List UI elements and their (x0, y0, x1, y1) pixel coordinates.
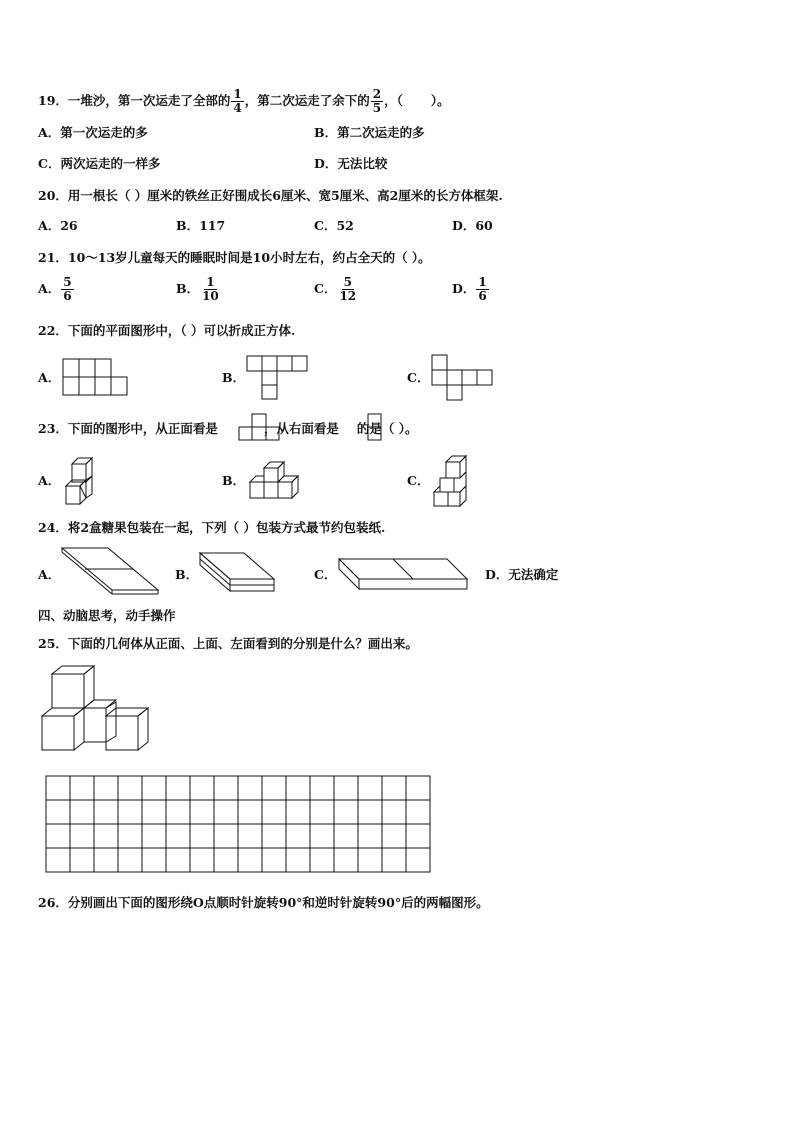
q24-package-b (198, 551, 278, 593)
option-label: D． (452, 281, 476, 296)
denominator: 6 (478, 289, 487, 303)
grid-cell[interactable] (358, 800, 382, 824)
q23-text-c: 的是（ ）。 (356, 421, 418, 436)
grid-cell[interactable] (166, 800, 190, 824)
grid-cell[interactable] (214, 824, 238, 848)
numerator: 1 (206, 275, 215, 289)
grid-cell[interactable] (46, 848, 70, 872)
grid-cell[interactable] (46, 776, 70, 800)
grid-cell[interactable] (382, 800, 406, 824)
denominator: 5 (372, 101, 382, 115)
grid-cell[interactable] (142, 824, 166, 848)
grid-cell[interactable] (310, 776, 334, 800)
option-label: B． (176, 281, 200, 296)
q19-text-d: ）。 (430, 93, 450, 108)
grid-cell[interactable] (46, 824, 70, 848)
grid-cell[interactable] (358, 824, 382, 848)
denominator: 4 (233, 101, 242, 115)
q23-text-a: 23．下面的图形中，从正面看是 (38, 421, 218, 436)
grid-cell[interactable] (142, 848, 166, 872)
grid-cell[interactable] (406, 776, 430, 800)
grid-cell[interactable] (238, 776, 262, 800)
q19-option-b: B．第二次运走的多 (314, 125, 425, 140)
q23-cubes-b (246, 460, 304, 502)
grid-cell[interactable] (94, 824, 118, 848)
grid-cell[interactable] (358, 776, 382, 800)
q24-option-d: D．无法确定 (485, 567, 559, 582)
grid-cell[interactable] (70, 776, 94, 800)
grid-cell[interactable] (286, 824, 310, 848)
q24-package-c (337, 557, 471, 593)
numerator: 5 (63, 275, 72, 289)
numerator: 2 (372, 87, 382, 101)
q26-stem: 26．分别画出下面的图形绕O点顺时针旋转90°和逆时针旋转90°后的两幅图形。 (38, 895, 489, 910)
grid-cell[interactable] (262, 800, 286, 824)
grid-cell[interactable] (166, 776, 190, 800)
grid-cell[interactable] (286, 776, 310, 800)
q22-net-c (431, 354, 495, 402)
q19-text-c: ，（ (384, 93, 403, 108)
grid-cell[interactable] (238, 800, 262, 824)
grid-cell[interactable] (406, 824, 430, 848)
numerator: 5 (343, 275, 352, 289)
q24-option-c: C． (314, 567, 337, 582)
grid-cell[interactable] (70, 848, 94, 872)
q21-stem: 21．10～13岁儿童每天的睡眠时间是10小时左右，约占全天的（ ）。 (38, 250, 431, 265)
q23-text-b: ，从右面看是 (263, 421, 339, 436)
grid-cell[interactable] (94, 800, 118, 824)
grid-cell[interactable] (334, 848, 358, 872)
q22-option-b: B． (222, 370, 246, 385)
q23-stem (38, 421, 418, 437)
grid-cell[interactable] (358, 848, 382, 872)
q21-option-a (38, 276, 75, 303)
q20-option-b: B．117 (176, 218, 226, 233)
q23-option-c: C． (407, 473, 430, 488)
grid-cell[interactable] (46, 800, 70, 824)
q23-right-view (367, 413, 383, 443)
q20-option-c: C．52 (314, 218, 354, 233)
grid-cell[interactable] (190, 800, 214, 824)
option-label: A． (38, 281, 61, 296)
grid-cell[interactable] (286, 848, 310, 872)
q24-stem: 24．将2盒糖果包装在一起，下列（ ）包装方式最节约包装纸. (38, 520, 386, 535)
grid-cell[interactable] (310, 848, 334, 872)
grid-cell[interactable] (190, 824, 214, 848)
grid-cell[interactable] (166, 848, 190, 872)
q22-stem: 22．下面的平面图形中，（ ）可以折成正方体. (38, 323, 296, 338)
q24-option-a: A． (38, 567, 61, 582)
grid-cell[interactable] (238, 824, 262, 848)
denominator: 6 (63, 289, 72, 303)
q23-cubes-c (432, 454, 472, 508)
q20-option-a: A．26 (38, 218, 78, 233)
grid-cell[interactable] (214, 800, 238, 824)
grid-cell[interactable] (334, 800, 358, 824)
grid-cell[interactable] (94, 776, 118, 800)
grid-cell[interactable] (382, 776, 406, 800)
q23-cubes-a (64, 456, 100, 508)
grid-cell[interactable] (406, 848, 430, 872)
section-heading: 四、动脑思考，动手操作 (38, 608, 176, 623)
grid-cell[interactable] (262, 776, 286, 800)
grid-cell[interactable] (118, 848, 142, 872)
q25-stem: 25．下面的几何体从正面、上面、左面看到的分别是什么？画出来。 (38, 636, 418, 651)
grid-cell[interactable] (382, 848, 406, 872)
grid-cell[interactable] (118, 800, 142, 824)
grid-cell[interactable] (286, 800, 310, 824)
q22-net-a (62, 358, 132, 396)
grid-cell[interactable] (238, 848, 262, 872)
grid-cell[interactable] (190, 848, 214, 872)
grid-cell[interactable] (310, 824, 334, 848)
option-label: C． (314, 281, 337, 296)
grid-cell[interactable] (382, 824, 406, 848)
denominator: 10 (202, 289, 219, 303)
q20-option-d: D．60 (452, 218, 493, 233)
grid-cell[interactable] (310, 800, 334, 824)
grid-cell[interactable] (70, 824, 94, 848)
grid-cell[interactable] (190, 776, 214, 800)
q23-front-view (238, 413, 282, 443)
q22-option-c: C． (407, 370, 430, 385)
q19-text-a: 一堆沙，第一次运走了全部的 (67, 93, 231, 108)
numerator: 1 (478, 275, 487, 289)
grid-cell[interactable] (214, 776, 238, 800)
grid-cell[interactable] (70, 800, 94, 824)
grid-cell[interactable] (166, 824, 190, 848)
grid-cell[interactable] (406, 800, 430, 824)
q19-option-d: D．无法比较 (314, 156, 388, 171)
grid-cell[interactable] (142, 800, 166, 824)
grid-cell[interactable] (142, 776, 166, 800)
q19-text-b: ，第二次运走了余下的 (244, 93, 370, 108)
q22-net-b (246, 355, 310, 401)
grid-cell[interactable] (334, 824, 358, 848)
q21-option-d (452, 276, 490, 303)
q25-solid-figure (40, 664, 164, 756)
grid-cell[interactable] (262, 824, 286, 848)
numerator: 1 (233, 87, 242, 101)
grid-cell[interactable] (262, 848, 286, 872)
q25-drawing-grid[interactable] (45, 775, 431, 877)
q24-option-b: B． (175, 567, 199, 582)
grid-cell[interactable] (118, 776, 142, 800)
q19-option-c: C．两次运走的一样多 (38, 156, 161, 171)
grid-cell[interactable] (118, 824, 142, 848)
grid-cell[interactable] (214, 848, 238, 872)
grid-cell[interactable] (334, 776, 358, 800)
q23-option-a: A． (38, 473, 61, 488)
q19-option-a: A．第一次运走的多 (38, 125, 148, 140)
q19-stem (38, 88, 450, 115)
q21-option-c (314, 276, 359, 303)
q23-option-b: B． (222, 473, 246, 488)
grid-cell[interactable] (94, 848, 118, 872)
denominator: 12 (339, 289, 357, 303)
q24-package-a (60, 544, 160, 596)
q20-stem: 20．用一根长（ ）厘米的铁丝正好围成长6厘米、宽5厘米、高2厘米的长方体框架. (38, 188, 503, 203)
fraction-2-5 (371, 88, 383, 115)
q22-option-a: A． (38, 370, 61, 385)
q19-number: 19． (38, 93, 68, 108)
fraction-1-4 (231, 88, 243, 115)
q21-option-b (176, 276, 222, 303)
